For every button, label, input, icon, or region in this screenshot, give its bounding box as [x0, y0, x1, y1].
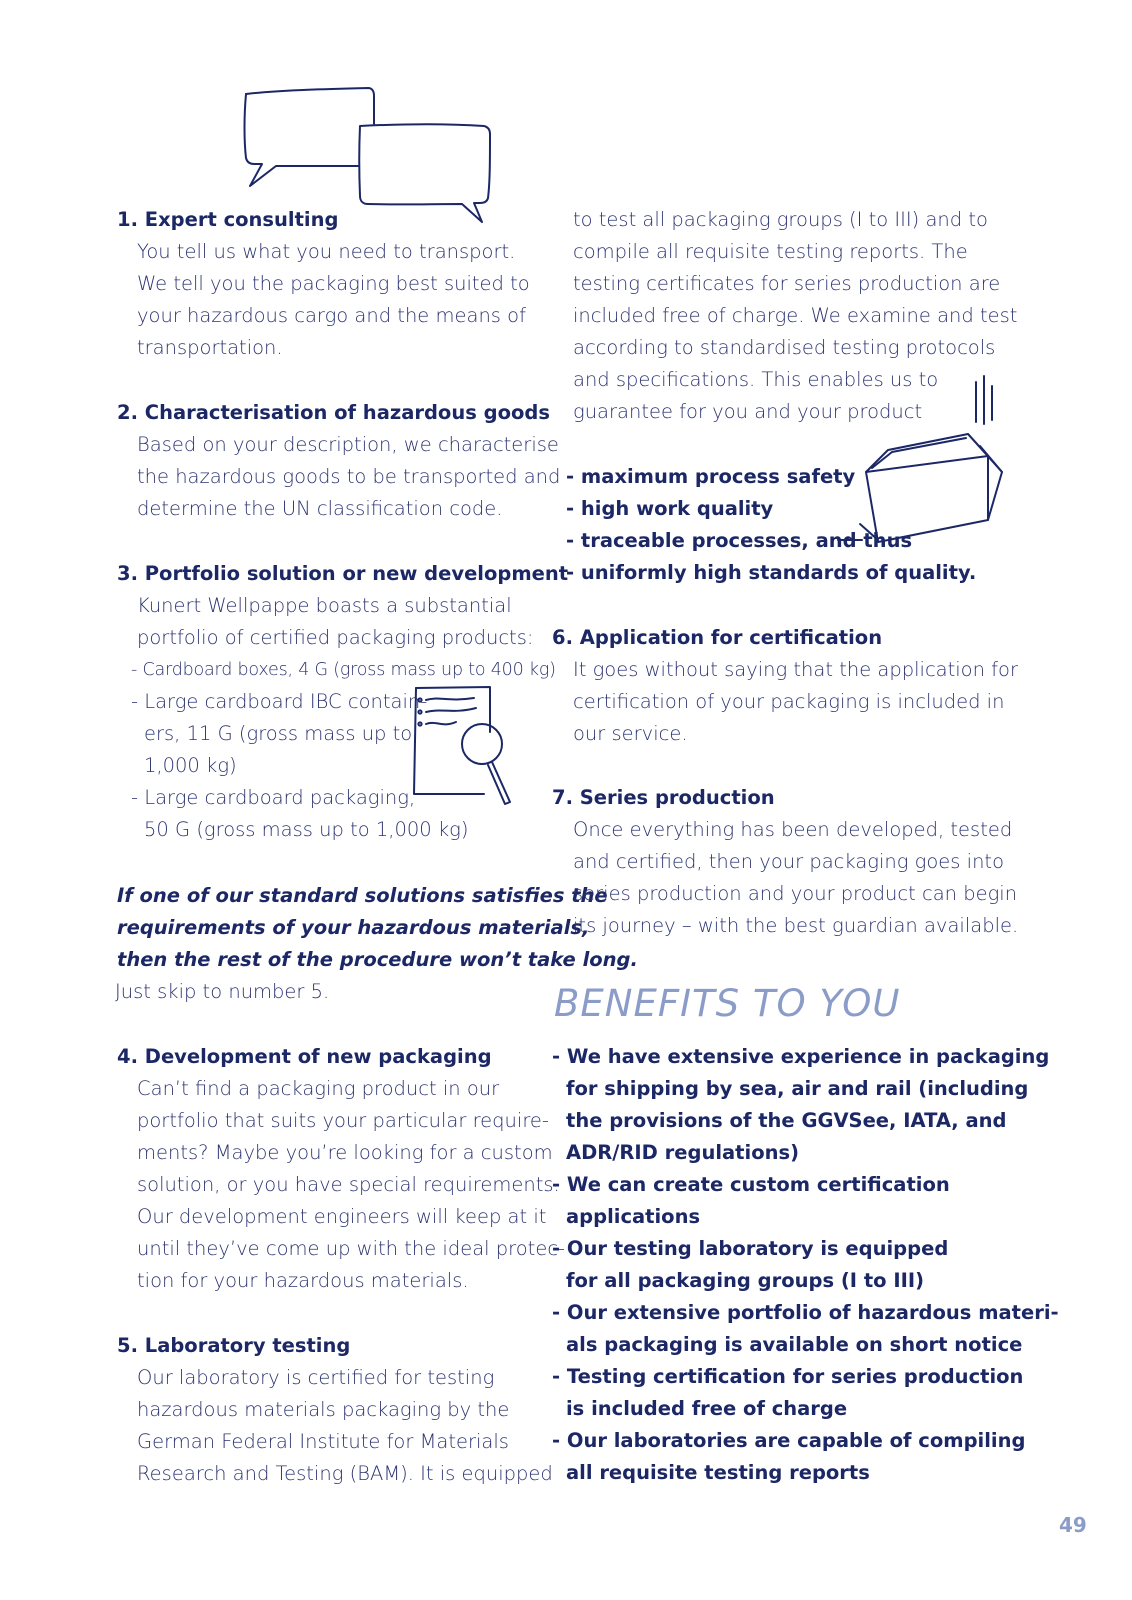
section-7-text: Once everything has been developed, tested: [573, 818, 1013, 841]
section-4-text: ments? Maybe you’re looking for a custom: [137, 1141, 553, 1164]
section-5-text: Our laboratory is certified for testing: [137, 1366, 495, 1389]
quality-bullet: - traceable processes, and thus: [566, 529, 913, 552]
section-6-text: certification of your packaging is included in: [573, 690, 1005, 713]
portfolio-list-item: - Large cardboard packaging,: [131, 786, 416, 809]
benefit-item: applications: [566, 1205, 701, 1228]
benefit-item: for all packaging groups (I to III): [566, 1269, 925, 1292]
benefit-item: for shipping by sea, air and rail (including: [566, 1077, 1029, 1100]
quality-bullet: - maximum process safety: [566, 465, 856, 488]
section-3-text: portfolio of certified packaging products:: [137, 626, 534, 649]
section-5-text: German Federal Institute for Materials: [137, 1430, 509, 1453]
section-4-text: Can’t find a packaging product in our: [137, 1077, 500, 1100]
section-1-heading: 1. Expert consulting: [117, 208, 339, 231]
standard-solution-note: If one of our standard solutions satisfies the: [117, 884, 608, 907]
benefit-item: - Our laboratories are capable of compiling: [552, 1429, 1026, 1452]
section-5-continued-text: compile all requisite testing reports. The: [573, 240, 968, 263]
section-5-continued-text: and specifications. This enables us to: [573, 368, 939, 391]
page-number: 49: [1059, 1513, 1087, 1537]
section-3-heading: 3. Portfolio solution or new development: [117, 562, 569, 585]
portfolio-list-item: ers, 11 G (gross mass up to: [144, 722, 413, 745]
portfolio-list-item: 1,000 kg): [144, 754, 237, 777]
section-2-text: the hazardous goods to be transported and: [137, 465, 561, 488]
section-5-continued-text: included free of charge. We examine and test: [573, 304, 1018, 327]
section-4-text: tion for your hazardous materials.: [137, 1269, 469, 1292]
section-5-continued-text: to test all packaging groups (I to III) and to: [573, 208, 988, 231]
benefit-item: - Our testing laboratory is equipped: [552, 1237, 949, 1260]
section-5-continued-text: according to standardised testing protocols: [573, 336, 996, 359]
benefit-item: - Our extensive portfolio of hazardous materi-: [552, 1301, 1059, 1324]
portfolio-list-item: 50 G (gross mass up to 1,000 kg): [144, 818, 469, 841]
portfolio-list-item: - Large cardboard IBC contain-: [131, 690, 428, 713]
section-6-text: It goes without saying that the application for: [573, 658, 1018, 681]
section-1-text: your hazardous cargo and the means of: [137, 304, 526, 327]
section-3-text: Kunert Wellpappe boasts a substantial: [137, 594, 512, 617]
section-5-continued-text: testing certificates for series production are: [573, 272, 1001, 295]
section-7-text: its journey – with the best guardian available.: [573, 914, 1019, 937]
benefit-item: - We can create custom certification: [552, 1173, 950, 1196]
section-4-text: portfolio that suits your particular require-: [137, 1109, 549, 1132]
benefit-item: - Testing certification for series production: [552, 1365, 1024, 1388]
section-5-continued-text: guarantee for you and your product: [573, 400, 923, 423]
section-4-text: solution, or you have special requirements.: [137, 1173, 560, 1196]
benefit-item: als packaging is available on short notice: [566, 1333, 1023, 1356]
section-2-heading: 2. Characterisation of hazardous goods: [117, 401, 550, 424]
section-5-text: Research and Testing (BAM). It is equipped: [137, 1462, 553, 1485]
standard-solution-note: requirements of your hazardous materials,: [117, 916, 590, 939]
section-1-text: We tell you the packaging best suited to: [137, 272, 530, 295]
section-4-heading: 4. Development of new packaging: [117, 1045, 492, 1068]
section-4-text: Our development engineers will keep at it: [137, 1205, 547, 1228]
section-7-heading: 7. Series production: [552, 786, 775, 809]
section-1-text: transportation.: [137, 336, 283, 359]
section-5-text: hazardous materials packaging by the: [137, 1398, 510, 1421]
standard-solution-note-tail: Just skip to number 5.: [115, 980, 330, 1003]
benefit-item: ADR/RID regulations): [566, 1141, 799, 1164]
section-2-text: Based on your description, we characterise: [137, 433, 559, 456]
standard-solution-note: then the rest of the procedure won’t take long.: [117, 948, 638, 971]
benefit-item: all requisite testing reports: [566, 1461, 870, 1484]
section-5-heading: 5. Laboratory testing: [117, 1334, 351, 1357]
section-7-text: series production and your product can begin: [573, 882, 1018, 905]
benefits-title: BENEFITS TO YOU: [554, 982, 901, 1025]
section-2-text: determine the UN classification code.: [137, 497, 503, 520]
section-6-text: our service.: [573, 722, 688, 745]
section-6-heading: 6. Application for certification: [552, 626, 883, 649]
quality-bullet: - uniformly high standards of quality.: [566, 561, 977, 584]
benefit-item: - We have extensive experience in packaging: [552, 1045, 1050, 1068]
section-1-text: You tell us what you need to transport.: [137, 240, 516, 263]
benefit-item: the provisions of the GGVSee, IATA, and: [566, 1109, 1007, 1132]
quality-bullet: - high work quality: [566, 497, 774, 520]
section-7-text: and certified, then your packaging goes into: [573, 850, 1005, 873]
section-4-text: until they’ve come up with the ideal protec-: [137, 1237, 566, 1260]
benefit-item: is included free of charge: [566, 1397, 848, 1420]
portfolio-list-item: - Cardboard boxes, 4 G (gross mass up to 400 kg): [131, 660, 556, 680]
